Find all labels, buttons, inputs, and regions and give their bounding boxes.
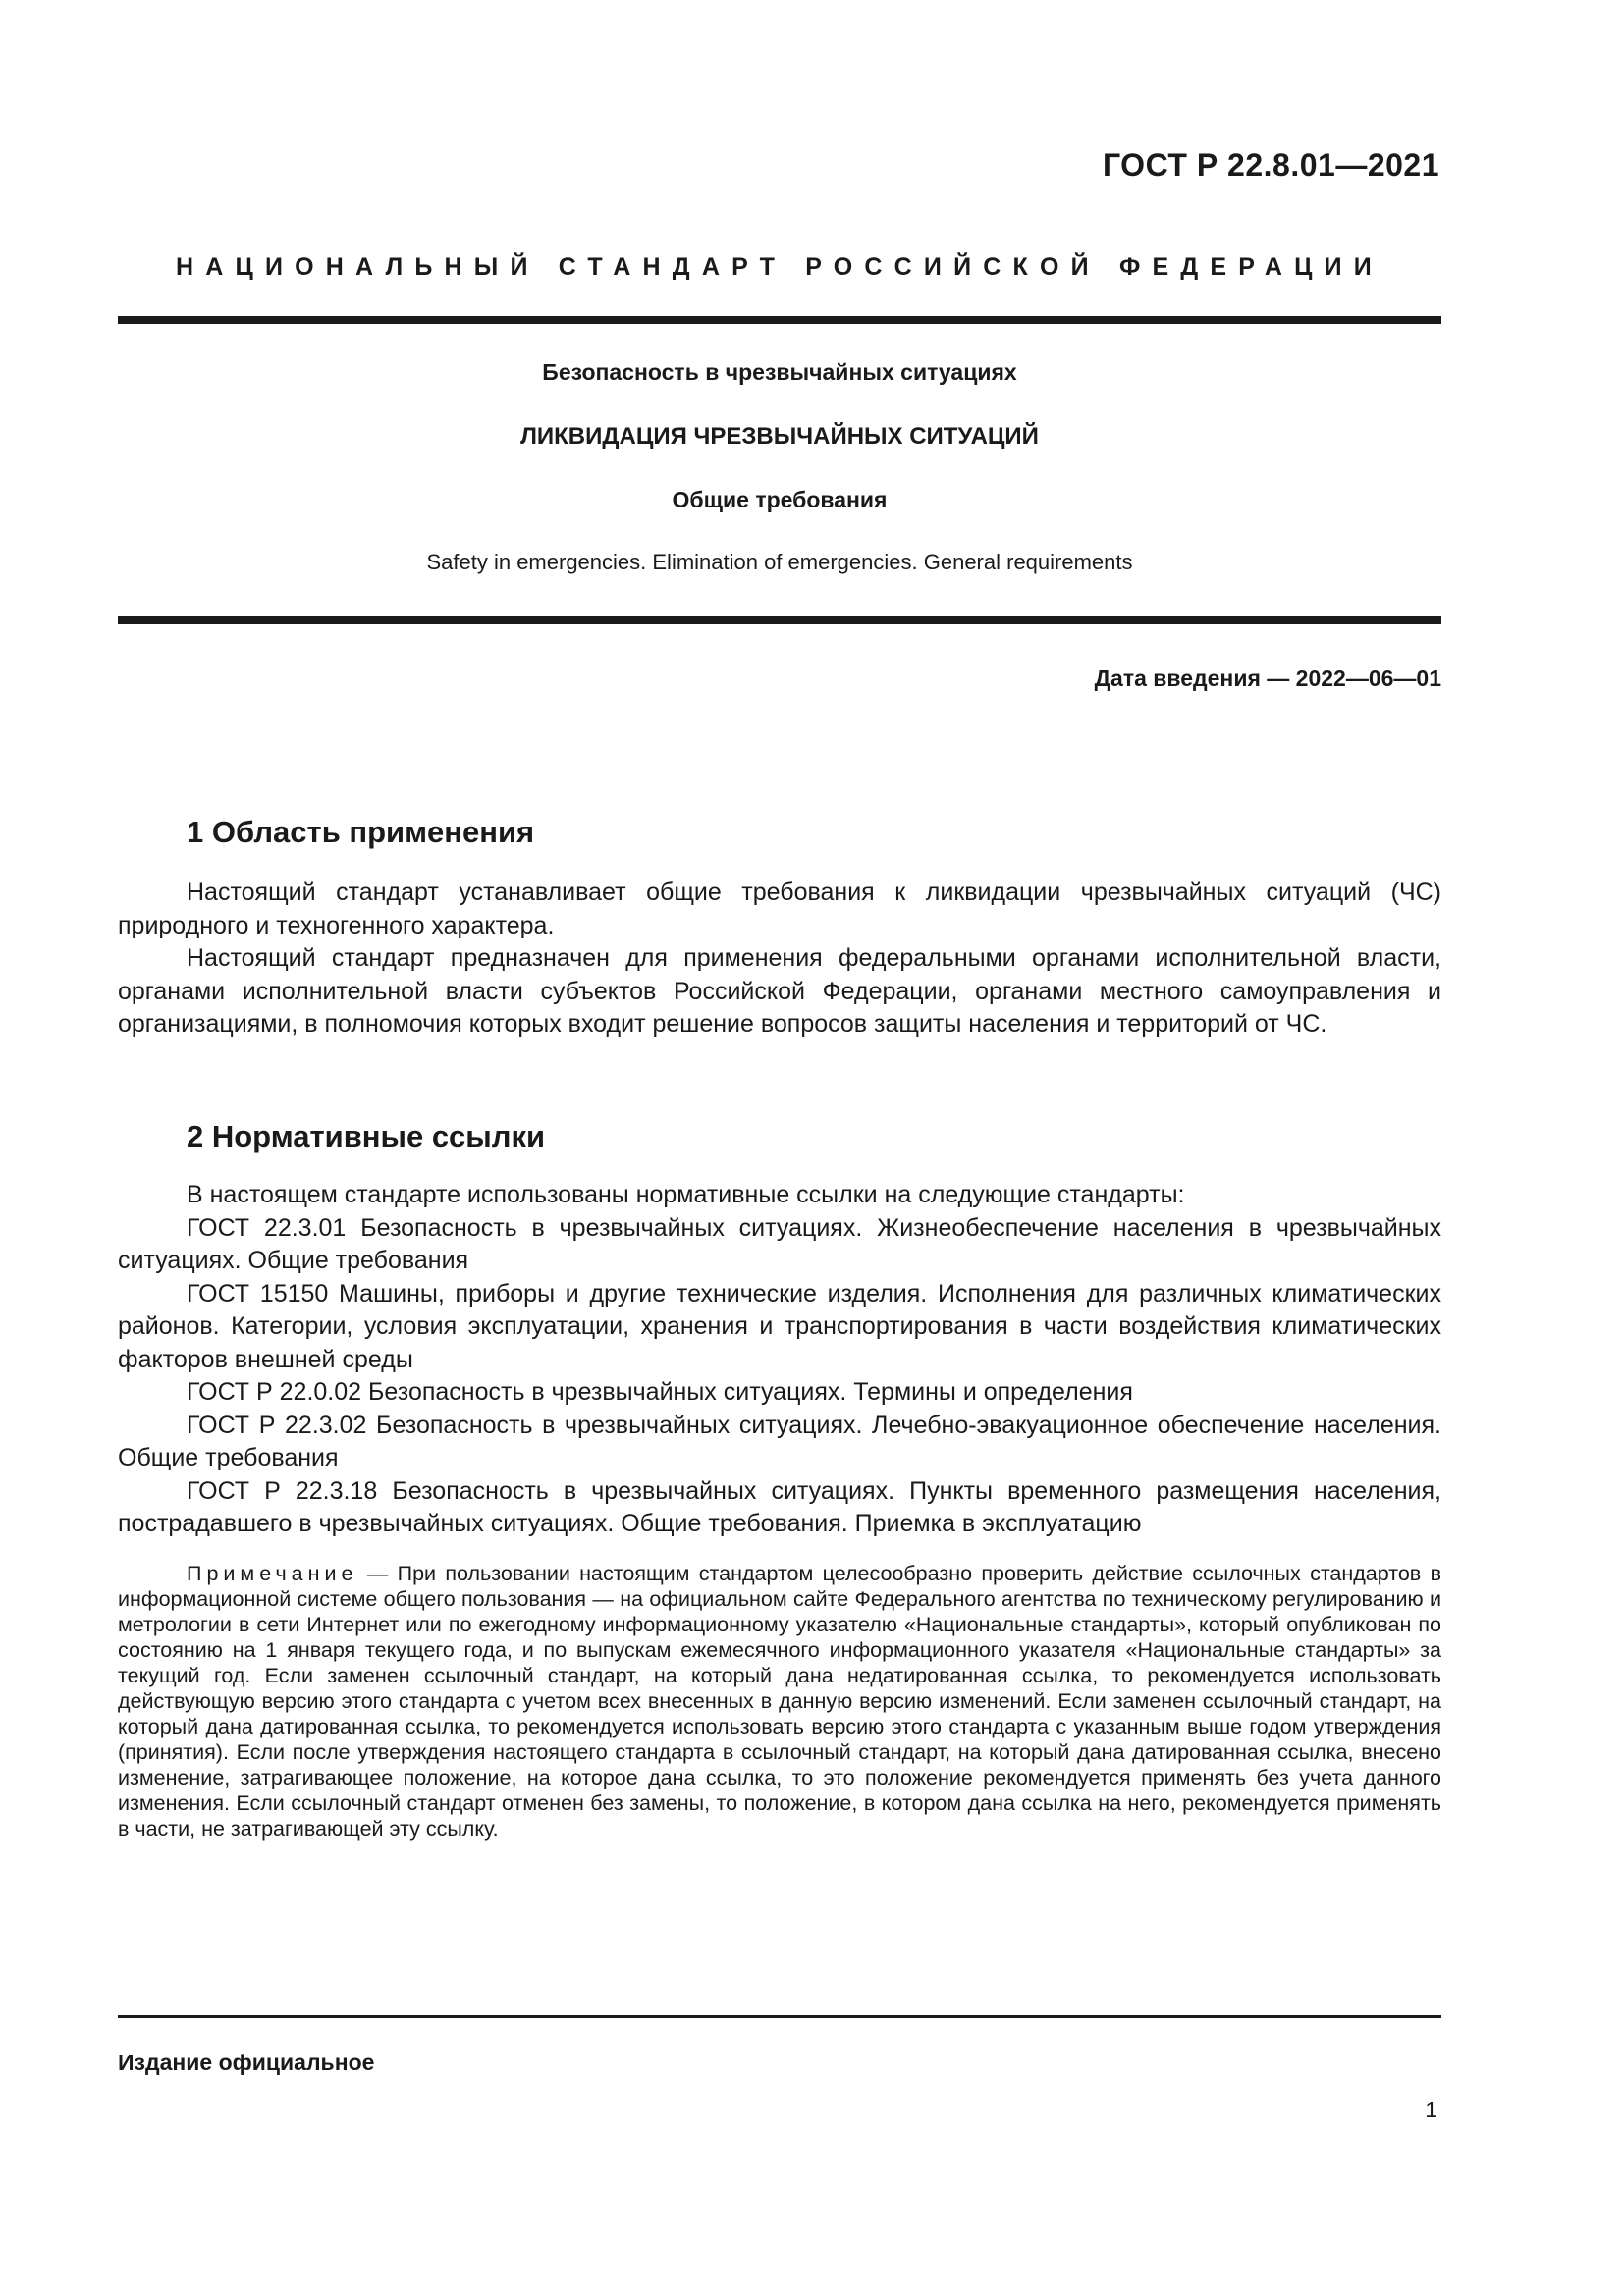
header-bottom-rule: [118, 616, 1441, 624]
section-2-body: [118, 1179, 1441, 1541]
section-1-body: [118, 877, 1441, 1041]
footer-rule: [118, 2015, 1441, 2018]
paragraph: В настоящем стандарте использованы нормативные ссылки на следующие стандарты:: [187, 1181, 1185, 1208]
introduction-date: Дата введения — 2022—06—01: [1094, 666, 1441, 691]
header-top-rule: [118, 316, 1441, 324]
section-2-heading: 2 Нормативные ссылки: [187, 1119, 546, 1153]
note-label: Примечание: [187, 1562, 358, 1585]
note-block: [118, 1561, 1441, 1842]
paragraph: Настоящий стандарт устанавливает общие требования к ликвидации чрезвычайных ситуаций (ЧС) природного и техногенного характера.: [118, 879, 1441, 939]
document-title: ЛИКВИДАЦИЯ ЧРЕЗВЫЧАЙНЫХ СИТУАЦИЙ: [520, 423, 1039, 450]
official-edition-label: Издание официальное: [118, 2050, 375, 2075]
reference-item: ГОСТ 15150 Машины, приборы и другие технические изделия. Исполнения для различных климатических районов. Категории, условия эксплуатации, хранения и транспортирования в части воздействия климатических факторов внешней среды: [118, 1279, 1441, 1373]
english-title: Safety in emergencies. Elimination of emergencies. General requirements: [426, 550, 1133, 574]
paragraph: Настоящий стандарт предназначен для применения федеральными органами исполнительной власти, органами исполнительной власти субъектов Российской Федерации, органами местного самоуправления и организациями, в полномочия которых входит решение вопросов защиты населения и территорий от ЧС.: [118, 944, 1441, 1038]
national-standard-banner: НАЦИОНАЛЬНЫЙ СТАНДАРТ РОССИЙСКОЙ ФЕДЕРАЦИИ: [176, 253, 1383, 281]
document-subtitle: Общие требования: [672, 487, 888, 512]
reference-item: ГОСТ Р 22.3.18 Безопасность в чрезвычайных ситуациях. Пункты временного размещения населения, пострадавшего в чрезвычайных ситуациях. Общие требования. Приемка в эксплуатацию: [118, 1476, 1441, 1537]
note-paragraph: [118, 1561, 1441, 1842]
subject-line: Безопасность в чрезвычайных ситуациях: [542, 359, 1017, 385]
note-text: — При пользовании настоящим стандартом целесообразно проверить действие ссылочных стандартов в информационной системе общего пользования — на официальном сайте Федерального агентства по техническому регулированию и метрологии в сети Интернет или по ежегодному информационному указателю «Национальные стандарты», который опубликован по состоянию на 1 января текущего года, и по выпускам ежемесячного информационного указателя «Национальные стандарты» за текущий год. Если заменен ссылочный стандарт, на который дана недатированная ссылка, то рекомендуется использовать действующую версию этого стандарта с учетом всех внесенных в данную версию изменений. Если заменен ссылочный стандарт, на который дана датированная ссылка, то рекомендуется использовать версию этого стандарта с указанным выше годом утверждения (принятия). Если после утверждения настоящего стандарта в ссылочный стандарт, на который дана датированная ссылка, внесено изменение, затрагивающее положение, на которое дана ссылка, то это положение рекомендуется применять без учета данного изменения. Если ссылочный стандарт отменен без замены, то положение, в котором дана ссылка на него, рекомендуется применять в части, не затрагивающей эту ссылку.: [118, 1562, 1441, 1841]
reference-item: ГОСТ 22.3.01 Безопасность в чрезвычайных ситуациях. Жизнеобеспечение населения в чрезвычайных ситуациях. Общие требования: [118, 1213, 1441, 1274]
page-number: 1: [1425, 2097, 1437, 2122]
section-1-heading: 1 Область применения: [187, 815, 535, 849]
reference-item: ГОСТ Р 22.0.02 Безопасность в чрезвычайных ситуациях. Термины и определения: [187, 1378, 1133, 1406]
document-number: ГОСТ Р 22.8.01—2021: [1102, 147, 1439, 183]
reference-item: ГОСТ Р 22.3.02 Безопасность в чрезвычайных ситуациях. Лечебно-эвакуационное обеспечение населения. Общие требования: [118, 1411, 1441, 1471]
